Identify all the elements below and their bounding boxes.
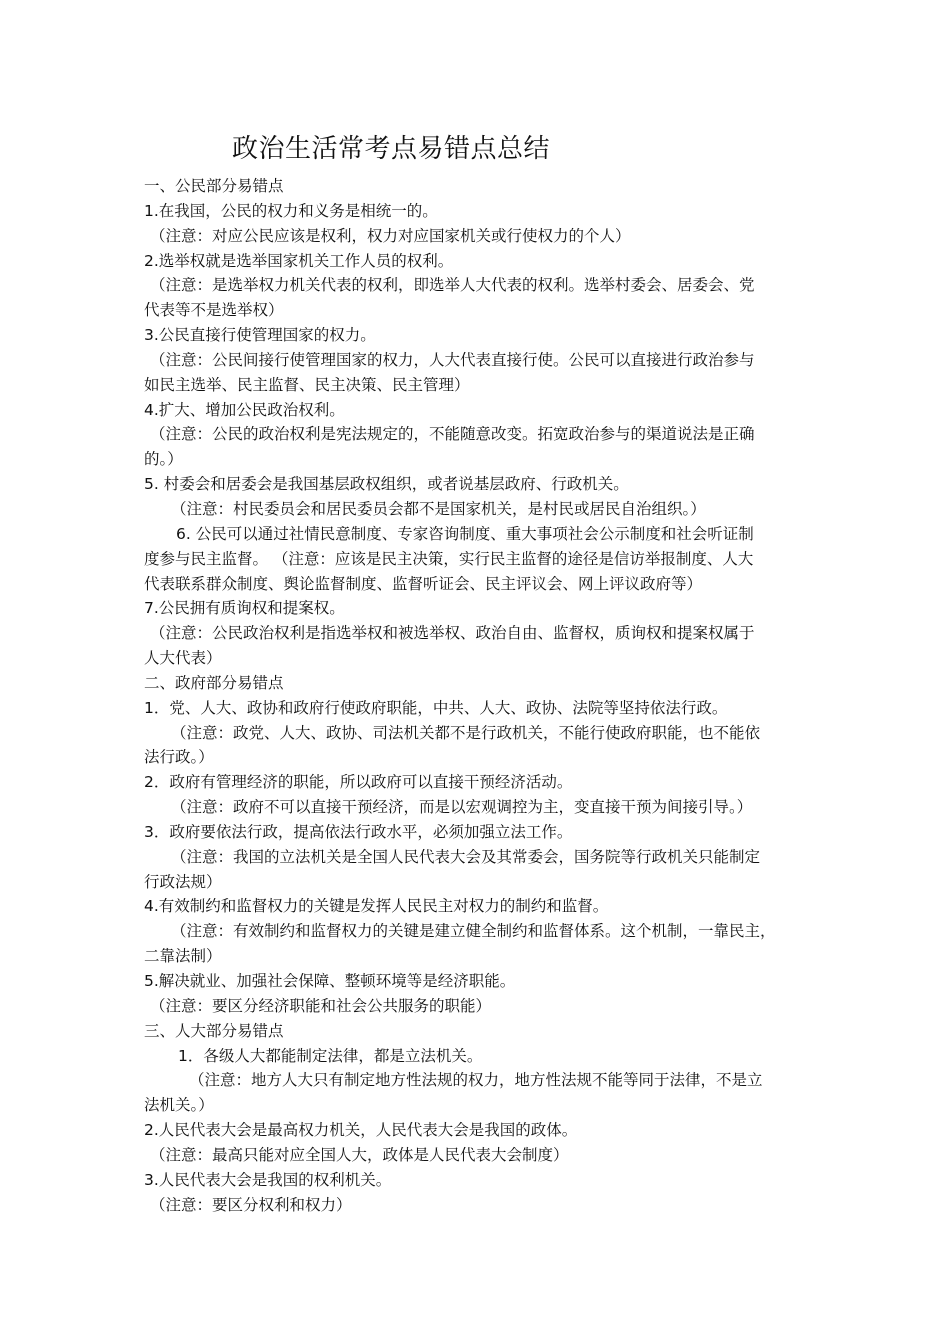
text-line: （注意：是选举权力机关代表的权利，即选举人大代表的权利。选举村委会、居委会、党 xyxy=(150,276,755,295)
text-line: 的。） xyxy=(144,450,183,469)
text-line: （注意：我国的立法机关是全国人民代表大会及其常委会，国务院等行政机关只能制定 xyxy=(171,847,761,866)
document-title: 政治生活常考点易错点总结 xyxy=(232,134,551,164)
text-line: 5.解决就业、加强社会保障、整顿环境等是经济职能。 xyxy=(144,972,516,990)
text-line: （注意：政党、人大、政协、司法机关都不是行政机关，不能行使政府职能，也不能依 xyxy=(171,723,761,742)
text-line: （注意：公民的政治权利是宪法规定的，不能随意改变。拓宽政治参与的渠道说法是正确 xyxy=(150,425,755,444)
text-line: 法机关。） xyxy=(144,1096,214,1115)
text-line: （注意：有效制约和监督权力的关键是建立健全制约和监督体系。这个机制，一靠民主， xyxy=(171,922,776,941)
text-line: 一、公民部分易错点 xyxy=(144,177,284,195)
text-line: 2．政府有管理经济的职能，所以政府可以直接干预经济活动。 xyxy=(144,773,573,792)
text-line: 如民主选举、民主监督、民主决策、民主管理） xyxy=(144,375,470,394)
text-line: 行政法规） xyxy=(144,872,222,891)
text-line: 1．党、人大、政协和政府行使政府职能，中共、人大、政协、法院等坚持依法行政。 xyxy=(144,698,728,717)
text-line: （注意：公民间接行使管理国家的权力，人大代表直接行使。公民可以直接进行政治参与 xyxy=(150,350,755,369)
text-line: 3.人民代表大会是我国的权利机关。 xyxy=(144,1170,392,1189)
text-line: （注意：政府不可以直接干预经济，而是以宏观调控为主，变直接干预为间接引导。） xyxy=(171,798,753,817)
text-line: 代表联系群众制度、舆论监督制度、监督听证会、民主评议会、网上评议政府等） xyxy=(144,574,703,593)
text-line: 三、人大部分易错点 xyxy=(144,1021,284,1040)
document-body xyxy=(144,174,814,1217)
text-line: 3．政府要依法行政，提高依法行政水平，必须加强立法工作。 xyxy=(144,822,573,841)
text-line: 2.选举权就是选举国家机关工作人员的权利。 xyxy=(144,251,454,270)
text-line: 法行政。） xyxy=(144,748,214,767)
text-line: 1．各级人大都能制定法律，都是立法机关。 xyxy=(178,1046,483,1065)
text-line: 6. 公民可以通过社情民意制度、专家咨询制度、重大事项社会公示制度和社会听证制 xyxy=(176,524,754,543)
text-line: 4.有效制约和监督权力的关键是发挥人民民主对权力的制约和监督。 xyxy=(144,897,609,916)
text-line: 5. 村委会和居委会是我国基层政权组织，或者说基层政府、行政机关。 xyxy=(144,475,629,494)
text-line: 2.人民代表大会是最高权力机关，人民代表大会是我国的政体。 xyxy=(144,1121,578,1140)
text-line: 人大代表） xyxy=(144,649,222,668)
text-line: （注意：对应公民应该是权利，权力对应国家机关或行使权力的个人） xyxy=(150,226,631,245)
text-line: （注意：要区分经济职能和社会公共服务的职能） xyxy=(150,996,492,1015)
text-line: （注意：地方人大只有制定地方性法规的权力，地方性法规不能等同于法律，不是立 xyxy=(189,1071,763,1090)
text-line: （注意：公民政治权利是指选举权和被选举权、政治自由、监督权，质询权和提案权属于 xyxy=(150,624,755,643)
text-line: 代表等不是选举权） xyxy=(144,301,284,320)
text-line: 二、政府部分易错点 xyxy=(144,673,284,692)
text-line: 4.扩大、增加公民政治权利。 xyxy=(144,400,345,419)
text-line: （注意：要区分权利和权力） xyxy=(150,1195,352,1214)
text-line: （注意：村民委员会和居民委员会都不是国家机关，是村民或居民自治组织。） xyxy=(171,499,706,518)
text-line: 1.在我国，公民的权力和义务是相统一的。 xyxy=(144,201,438,220)
text-line: （注意：最高只能对应全国人大，政体是人民代表大会制度） xyxy=(150,1145,569,1164)
text-line: 度参与民主监督。 （注意：应该是民主决策，实行民主监督的途径是信访举报制度、人大 xyxy=(144,549,754,568)
text-line: 7.公民拥有质询权和提案权。 xyxy=(144,599,345,618)
text-line: 3.公民直接行使管理国家的权力。 xyxy=(144,326,376,345)
text-line: 二靠法制） xyxy=(144,947,222,966)
